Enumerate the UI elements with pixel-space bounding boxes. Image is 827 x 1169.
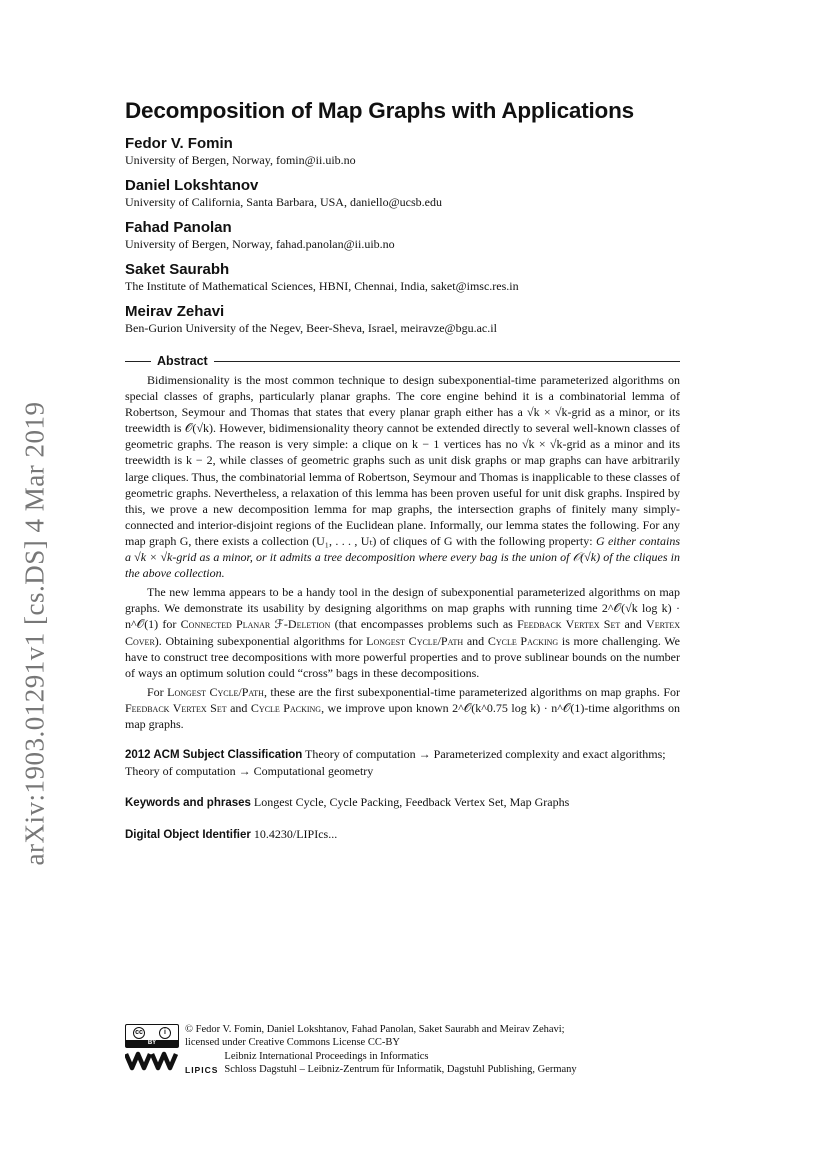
author-affiliation: Ben-Gurion University of the Negev, Beer-Sheva, Israel, meiravze@bgu.ac.il (125, 321, 497, 335)
abstract-heading (125, 354, 680, 368)
cc-icons (126, 1025, 178, 1040)
problem-name: Cycle Packing (250, 700, 322, 715)
heading-rule-left (125, 361, 151, 362)
author-name: Fahad Panolan (125, 219, 232, 236)
author-list (125, 134, 680, 336)
acm-label: 2012 ACM Subject Classification (125, 749, 303, 762)
keywords-value: Longest Cycle, Cycle Packing, Feedback Vertex Set, Map Graphs (253, 795, 570, 810)
abstract-text: is more challenging. We have to construct tree decompositions with more powerful properties and to prove sublinear bounds on the number of ways an optimum solution could “cross” bags in these decompositions. (125, 633, 680, 680)
doi-value[interactable]: 10.4230/LIPIcs... (253, 827, 338, 842)
author-affiliation: University of Bergen, Norway, fahad.panolan@ii.uib.no (125, 237, 395, 251)
cc-by-icon[interactable] (125, 1024, 179, 1048)
author-affiliation: University of California, Santa Barbara, USA, daniello@ucsb.edu (125, 195, 442, 209)
abstract-paragraph-3 (125, 684, 680, 732)
author-block (125, 134, 680, 168)
author-affiliation: The Institute of Mathematical Sciences, HBNI, Chennai, India, saket@imsc.res.in (125, 279, 519, 293)
acm-value: Theory of computation → Parameterized complexity and exact algorithms; Theory of computation → Computational geometry (125, 747, 666, 779)
author-name: Fedor V. Fomin (125, 135, 233, 152)
abstract-paragraph-2 (125, 584, 680, 681)
abstract-label: Abstract (157, 354, 208, 368)
acm-classification (125, 746, 680, 779)
author-block (125, 218, 680, 252)
abstract-text: ). Obtaining subexponential algorithms for (154, 633, 367, 648)
abstract-text: and (463, 633, 488, 648)
problem-name: Feedback Vertex Set (517, 617, 621, 632)
proceedings-name: Leibniz International Proceedings in Informatics (224, 1051, 429, 1062)
problem-name: Feedback Vertex Set (125, 700, 227, 715)
problem-name: Vertex Cover (125, 617, 681, 648)
cc-icon: cc (133, 1027, 145, 1039)
license-line (125, 1024, 685, 1049)
license-text (185, 1024, 565, 1049)
lemma-statement: G either contains a √k × √k-grid as a minor, or it admits a tree decomposition where every bag is the union of 𝒪(√k) of the cliques in the above collection. (125, 533, 680, 581)
author-block (125, 176, 680, 210)
license-name: licensed under Creative Commons License CC-BY (185, 1036, 400, 1048)
publisher-line (125, 1051, 685, 1076)
abstract-text: , we improve upon known 2^𝒪(k^0.75 log k) · n^𝒪(1)-time algorithms on map graphs. (125, 700, 680, 731)
problem-name: Longest Cycle/Path (167, 684, 264, 699)
arxiv-sidebar (20, 368, 50, 898)
abstract-text: Bidimensionality is the most common technique to design subexponential-time parameterized algorithms on special classes of graphs, particularly planar graphs. The core engine behind it is a combinatorial lemma of Robertson, Seymour and Thomas that states that every planar graph either has a √k × √k-grid as a minor, or its treewidth is 𝒪(√k). However, bidimensionality theory cannot be extended directly to several well-known classes of geometric graphs. The reason is very simple: a clique on k − 1 vertices has no √k × √k-grid as a minor and its treewidth is k − 2, while classes of geometric graphs such as unit disk graphs or map graphs can have arbitrarily large cliques. Thus, the combinatorial lemma of Robertson, Seymour and Thomas is inapplicable to these classes of geometric graphs. Nevertheless, a relaxation of this lemma has been proven useful for unit disk graphs. Inspired by this, we prove a new decomposition lemma for map graphs, the intersection graphs of finitely many simply-connected and interior-disjoint regions of the Euclidean plane. Informally, our lemma states the following. For any map graph G, there exists a collection (U₁, . . . , Uₜ) of cliques of G with the following property: (125, 373, 680, 548)
author-name: Daniel Lokshtanov (125, 177, 259, 194)
abstract-paragraph-1 (125, 372, 680, 581)
license-footer (125, 1024, 685, 1076)
problem-name: Cycle Packing (487, 633, 559, 648)
paper-title: Decomposition of Map Graphs with Applications (125, 98, 634, 123)
cc-by-label: BY (126, 1040, 178, 1047)
arxiv-identifier: arXiv:1903.01291v1 [cs.DS] 4 Mar 2019 (19, 401, 50, 865)
abstract-text: and (620, 617, 647, 632)
heading-rule-right (214, 361, 680, 362)
doi (125, 826, 680, 843)
problem-name: Longest Cycle/Path (366, 633, 464, 648)
paper-body (125, 98, 680, 843)
author-name: Saket Saurabh (125, 261, 230, 278)
abstract-text: (that encompasses problems such as (330, 617, 518, 632)
author-affiliation: University of Bergen, Norway, fomin@ii.uib.no (125, 153, 356, 167)
keywords (125, 794, 680, 811)
publisher-name: Schloss Dagstuhl – Leibniz-Zentrum für Informatik, Dagstuhl Publishing, Germany (224, 1063, 577, 1075)
abstract-text: The new lemma appears to be a handy tool in the design of subexponential parameterized algorithms on map graphs. We demonstrate its usability by designing algorithms on map graphs with running time 2^𝒪(√k log k) · n^𝒪(1) for (125, 585, 680, 632)
publisher-text (224, 1051, 576, 1076)
abstract-text: , these are the first subexponential-time parameterized algorithms on map graphs. For (263, 684, 680, 699)
author-block (125, 302, 680, 336)
keywords-label: Keywords and phrases (125, 797, 251, 810)
lipics-logo-icon (125, 1051, 179, 1071)
abstract-text: and (226, 700, 251, 715)
problem-name: Connected Planar ℱ-Deletion (180, 617, 331, 632)
author-name: Meirav Zehavi (125, 303, 225, 320)
doi-label: Digital Object Identifier (125, 829, 251, 842)
abstract-text: For (147, 684, 168, 699)
copyright-line: © Fedor V. Fomin, Daniel Lokshtanov, Fahad Panolan, Saket Saurabh and Meirav Zehavi; (185, 1024, 565, 1035)
by-icon: i (159, 1027, 171, 1039)
lipics-wordmark: LIPICS (185, 1065, 219, 1075)
author-block (125, 260, 680, 294)
